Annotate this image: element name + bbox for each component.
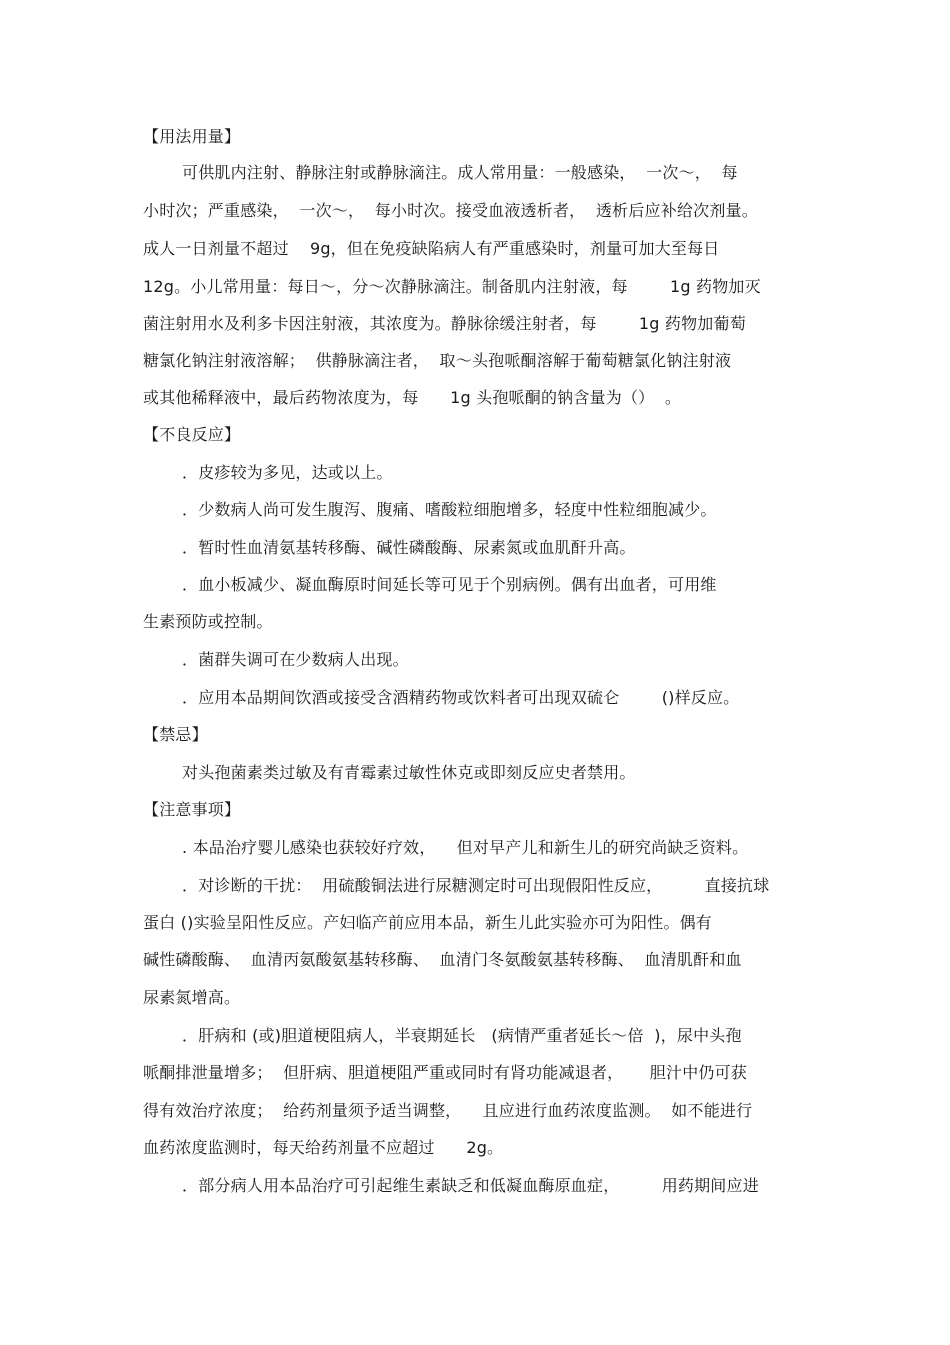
paragraph-line: 糖氯化钠注射液溶解； 供静脉滴注者， 取～头孢哌酮溶解于葡萄糖氯化钠注射液 [143, 351, 732, 370]
list-item: ．部分病人用本品治疗可引起维生素缺乏和低凝血酶原血症， 用药期间应进 [182, 1176, 759, 1195]
paragraph-line: 成人一日剂量不超过 9g，但在免疫缺陷病人有严重感染时，剂量可加大至每日 [143, 239, 720, 258]
paragraph-line: 对头孢菌素类过敏及有青霉素过敏性休克或即刻反应史者禁用。 [182, 763, 636, 782]
list-item: ．对诊断的干扰： 用硫酸铜法进行尿糖测定时可出现假阳性反应， 直接抗球 [182, 876, 770, 895]
section-heading-adverse: 【不良反应】 [143, 425, 241, 444]
list-item-continuation: 碱性磷酸酶、 血清丙氨酸氨基转移酶、 血清门冬氨酸氨基转移酶、 血清肌酐和血 [143, 950, 742, 969]
list-item-continuation: 蛋白 ()实验呈阳性反应。产妇临产前应用本品，新生儿此实验亦可为阳性。偶有 [143, 913, 712, 932]
paragraph-line: 或其他稀释液中，最后药物浓度为，每 1g 头孢哌酮的钠含量为（） 。 [143, 388, 682, 407]
list-item: ．菌群失调可在少数病人出现。 [182, 650, 409, 669]
section-heading-usage: 【用法用量】 [143, 127, 241, 146]
list-item: ．血小板减少、凝血酶原时间延长等可见于个别病例。偶有出血者，可用维 [182, 575, 717, 594]
list-item: ．肝病和 (或)胆道梗阻病人，半衰期延长 (病情严重者延长～倍 )，尿中头孢 [182, 1026, 742, 1045]
list-item-continuation: 血药浓度监测时，每天给药剂量不应超过 2g。 [143, 1138, 504, 1157]
list-item: ．皮疹较为多见，达或以上。 [182, 463, 393, 482]
list-item-continuation: 哌酮排泄量增多； 但肝病、胆道梗阻严重或同时有肾功能减退者， 胆汁中仍可获 [143, 1063, 748, 1082]
list-item: ．暂时性血清氨基转移酶、碱性磷酸酶、尿素氮或血肌酐升高。 [182, 538, 636, 557]
list-item: ．应用本品期间饮酒或接受含酒精药物或饮料者可出现双硫仑 ()样反应。 [182, 688, 740, 707]
list-item-continuation: 尿素氮增高。 [143, 988, 241, 1007]
section-heading-contra: 【禁忌】 [143, 725, 208, 744]
list-item-continuation: 得有效治疗浓度； 给药剂量须予适当调整， 且应进行血药浓度监测。 如不能进行 [143, 1101, 753, 1120]
section-heading-notes: 【注意事项】 [143, 800, 241, 819]
paragraph-line: 小时次；严重感染， 一次～， 每小时次。接受血液透析者， 透析后应补给次剂量。 [143, 201, 758, 220]
paragraph-line: 可供肌内注射、静脉注射或静脉滴注。成人常用量：一般感染， 一次～， 每 [182, 163, 738, 182]
paragraph-line: 12g。小儿常用量：每日～，分～次静脉滴注。制备肌内注射液，每 1g 药物加灭 [143, 277, 761, 296]
list-item: . 本品治疗婴儿感染也获较好疗效， 但对早产儿和新生儿的研究尚缺乏资料。 [182, 838, 749, 857]
list-item-continuation: 生素预防或控制。 [143, 612, 273, 631]
list-item: ．少数病人尚可发生腹泻、腹痛、嗜酸粒细胞增多，轻度中性粒细胞减少。 [182, 500, 717, 519]
paragraph-line: 菌注射用水及利多卡因注射液，其浓度为。静脉徐缓注射者，每 1g 药物加葡萄 [143, 314, 746, 333]
